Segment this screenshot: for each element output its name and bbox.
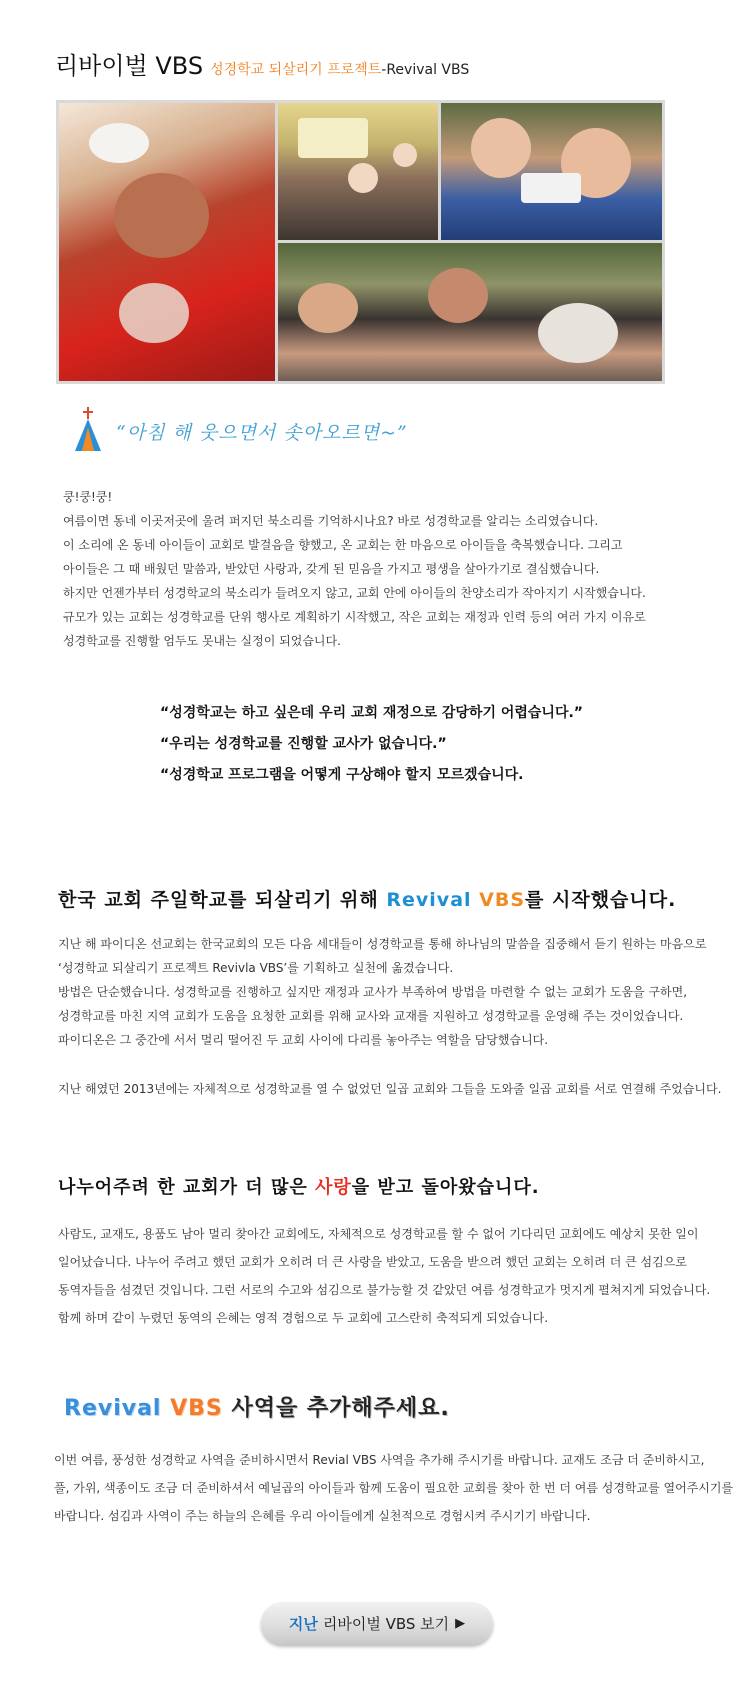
heading-vbs: VBS [479, 889, 526, 911]
heading-revival: Revival [386, 889, 480, 911]
section3-line: 바랍니다. 섬김과 사역이 주는 하늘의 은혜를 우리 아이들에게 실천적으로 경험시켜 주시기기 바랍니다. [54, 1509, 591, 1523]
section3-line: 풀, 가위, 색종이도 조금 더 준비하셔서 예닐곱의 아이들과 함께 도움이 필요한 교회를 찾아 한 번 더 여름 성경학교를 열어주시기를 [54, 1481, 734, 1495]
heading-text: 를 시작했습니다. [525, 889, 677, 911]
play-arrow-icon: ▶ [455, 1615, 466, 1631]
intro-line: 이 소리에 온 동네 아이들이 교회로 발걸음을 향했고, 온 교회는 한 마음으로 아이들을 축복했습니다. 그리고 [63, 538, 623, 552]
section1-line: 방법은 단순했습니다. 성경학교를 진행하고 싶지만 재정과 교사가 부족하여 방법을 마련할 수 없는 교회가 도움을 구하면, [58, 985, 688, 999]
page-subtitle-highlight: 성경학교 되살리기 프로젝트 [210, 62, 382, 78]
button-accent: 지난 [288, 1614, 318, 1633]
photo-boys-smiling [441, 103, 662, 240]
intro-line: 규모가 있는 교회는 성경학교를 단위 행사로 계획하기 시작했고, 작은 교회는 재정과 인력 등의 여러 가지 이유로 [63, 610, 646, 624]
heading-text: 나누어주려 한 교회가 더 많은 [58, 1177, 315, 1198]
heading-text: 한국 교회 주일학교를 되살리기 위해 [58, 889, 387, 911]
page-subtitle: -Revival VBS [381, 62, 470, 78]
section-heading-add [64, 1391, 450, 1422]
quote: “성경학교는 하고 싶은데 우리 교회 재정으로 감당하기 어렵습니다.” [160, 705, 583, 721]
slogan [72, 405, 408, 457]
intro-line: 여름이면 동네 이곳저곳에 울려 퍼지던 북소리를 기억하시나요? 바로 성경학교를 알리는 소리였습니다. [63, 514, 599, 528]
section1-line: 파이디온은 그 중간에 서서 멀리 떨어진 두 교회 사이에 다리를 놓아주는 역할을 담당했습니다. [58, 1033, 549, 1047]
section2-paragraph [58, 1220, 710, 1332]
button-label: 리바이벌 VBS 보기 [322, 1614, 450, 1633]
logo-icon [72, 405, 104, 457]
section1-paragraph [58, 932, 706, 1052]
intro-line: 성경학교를 진행할 엄두도 못내는 실정이 되었습니다. [63, 634, 341, 648]
section3-line: 이번 여름, 풍성한 성경학교 사역을 준비하시면서 Revial VBS 사역을 추가해 주시기를 바랍니다. 교재도 조금 더 준비하시고, [54, 1453, 705, 1467]
section3-paragraph [54, 1446, 733, 1530]
heading-revival: Revival [64, 1396, 171, 1421]
section2-line: 함께 하며 같이 누렸던 동역의 은혜는 영적 경험으로 두 교회에 고스란히 축적되게 되었습니다. [58, 1311, 549, 1325]
page-header [55, 46, 469, 81]
photo-water-game [278, 243, 662, 381]
quote: “성경학교 프로그램을 어떻게 구상해야 할지 모르겠습니다. [160, 767, 524, 783]
section2-line: 사람도, 교재도, 용품도 남아 멀리 찾아간 교회에도, 자체적으로 성경학교를 할 수 없어 기다리던 교회에도 예상치 못한 일이 [58, 1227, 699, 1241]
slogan-text: “아침 해 웃으면서 솟아오르면~” [116, 421, 408, 444]
quotes-block [160, 698, 583, 791]
photo-collage [56, 100, 665, 384]
photo-boy-splashed [59, 103, 275, 381]
section1-line: 성경학교를 마친 지역 교회가 도움을 요청한 교회를 위해 교사와 교재를 지원하고 성경학교를 운영해 주는 것이었습니다. [58, 1009, 684, 1023]
heading-love-word: 사랑 [315, 1177, 352, 1198]
heading-text: 사역을 추가해주세요. [231, 1396, 450, 1421]
intro-line: 아이들은 그 때 배웠던 말씀과, 받았던 사랑과, 갖게 된 믿음을 가지고 평생을 살아가기로 결심했습니다. [63, 562, 600, 576]
photo-kids-raising-hands [278, 103, 438, 240]
section1-line: ‘성경학교 되살리기 프로젝트 Revivla VBS’를 기획하고 실천에 옮겼습니다. [58, 961, 454, 975]
intro-paragraph [63, 485, 646, 653]
section-heading-start [58, 885, 676, 912]
intro-line: 쿵!쿵!쿵! [63, 490, 113, 504]
intro-line: 하지만 언젠가부터 성경학교의 북소리가 들려오지 않고, 교회 안에 아이들의 찬양소리가 작아지기 시작했습니다. [63, 586, 646, 600]
heading-vbs: VBS [170, 1396, 232, 1421]
section1-closing: 지난 해였던 2013년에는 자체적으로 성경학교를 열 수 없었던 일곱 교회와 그들을 도와줄 일곱 교회를 서로 연결해 주었습니다. [58, 1082, 722, 1096]
section1-line: 지난 해 파이디온 선교회는 한국교회의 모든 다음 세대들이 성경학교를 통해 하나님의 말씀을 집중해서 듣기 원하는 마음으로 [58, 937, 707, 951]
section-heading-love [58, 1173, 540, 1199]
section2-line: 일어났습니다. 나누어 주려고 했던 교회가 오히려 더 큰 사랑을 받았고, 도움을 받으려 했던 교회는 오히려 더 큰 섬김으로 [58, 1255, 687, 1269]
view-past-revival-vbs-button[interactable] [261, 1602, 493, 1644]
section2-line: 동역자들을 섬겼던 것입니다. 그런 서로의 수고와 섬김으로 불가능할 것 같았던 여름 성경학교가 멋지게 펼쳐지게 되었습니다. [58, 1283, 711, 1297]
heading-text: 을 받고 돌아왔습니다. [351, 1177, 540, 1198]
page-title: 리바이벌 VBS [55, 52, 204, 80]
quote: “우리는 성경학교를 진행할 교사가 없습니다.” [160, 736, 447, 752]
